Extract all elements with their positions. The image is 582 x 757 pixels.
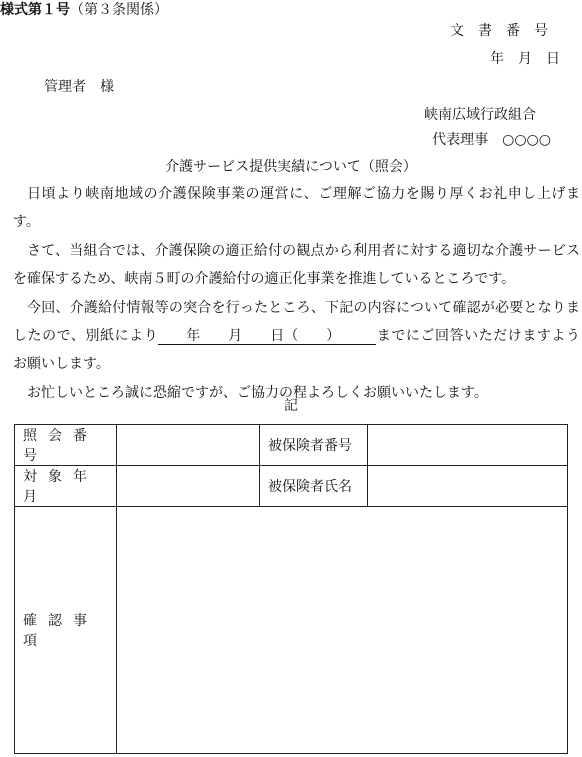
insured-name-field[interactable] [368,466,568,507]
ki-heading: 記 [284,398,298,414]
form-number [0,0,168,19]
confirmation-items-field[interactable] [117,507,568,754]
inquiry-table [14,424,568,754]
deadline-placeholder: 年 月 日（ ） [186,328,341,345]
date-label: 年 月 日 [490,51,560,67]
response-deadline-blank [158,328,376,345]
document-title: 介護サービス提供実績について（照会） [165,159,417,175]
form-relation: （第３条関係） [70,2,168,18]
inquiry-number-label: 照会番号 [15,425,117,466]
addressee: 管理者 様 [44,79,114,95]
letter-body [13,180,580,407]
insured-number-label: 被保険者番号 [260,425,368,466]
insured-name-label: 被保険者氏名 [260,466,368,507]
inquiry-number-field[interactable] [117,425,260,466]
insured-number-field[interactable] [368,425,568,466]
form-label: 様式第１号 [0,2,70,18]
paragraph-closing: お忙しいところ誠に恐縮ですが、ご協力の程よろしくお願いいたします。 [27,384,488,401]
paragraph-purpose: さて、当組合では、介護保険の適正給付の観点から利用者に対する適切な介護サービスを確保するため、峡南５町の介護給付の適正化事業を推進しているところです。 [13,242,580,288]
confirmation-items-label: 確認事項 [15,507,117,754]
table-row [15,466,568,507]
table-row [15,425,568,466]
representative: 代表理事 ○○○○ [432,132,551,148]
target-month-field[interactable] [117,466,260,507]
request-text-before: 今回、介護給付情報等の突合を行ったところ、下記の内容について確認が必要となりましたので、別紙により [13,299,580,345]
request-text-after: までにご回答いただけますようお願いします。 [13,328,580,373]
issuer-organization: 峡南広域行政組合 [424,107,536,123]
paragraph-greeting: 日頃より峡南地域の介護保険事業の運営に、ご理解ご協力を賜り厚くお礼申し上げます。 [13,186,580,231]
paragraph-request [13,294,580,379]
target-month-label: 対象年月 [15,466,117,507]
table-row [15,507,568,754]
document-number-label: 文書番号 [450,23,562,39]
